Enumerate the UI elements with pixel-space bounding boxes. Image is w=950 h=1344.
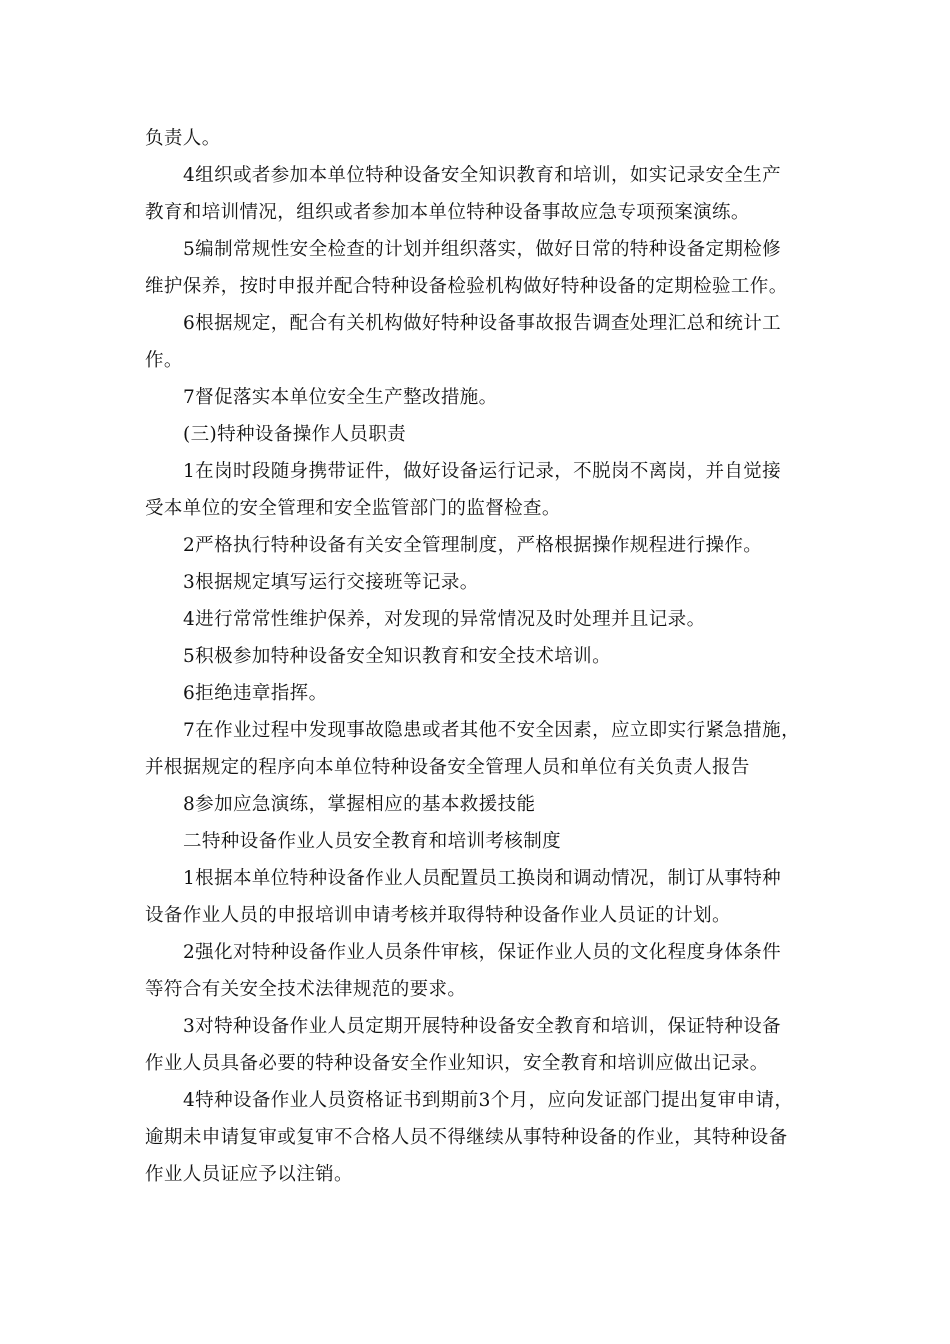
text-line: 等符合有关安全技术法律规范的要求。 — [145, 979, 467, 1000]
text-line: 4特种设备作业人员资格证书到期前3个月，应向发证部门提出复审申请， — [183, 1090, 794, 1111]
text-line: 作业人员证应予以注销。 — [145, 1164, 353, 1185]
text-line: 6根据规定，配合有关机构做好特种设备事故报告调查处理汇总和统计工 — [183, 313, 782, 334]
text-line: 6拒绝违章指挥。 — [183, 683, 328, 704]
text-line: 设备作业人员的申报培训申请考核并取得特种设备作业人员证的计划。 — [145, 905, 731, 926]
text-line: 1在岗时段随身携带证件，做好设备运行记录，不脱岗不离岗，并自觉接 — [183, 461, 782, 482]
text-line: 4进行常常性维护保养，对发现的异常情况及时处理并且记录。 — [183, 609, 706, 630]
text-line: 3对特种设备作业人员定期开展特种设备安全教育和培训，保证特种设备 — [183, 1016, 782, 1037]
text-line: 作。 — [145, 350, 183, 371]
text-line: 逾期未申请复审或复审不合格人员不得继续从事特种设备的作业，其特种设备 — [145, 1127, 788, 1148]
text-line: 维护保养，按时申报并配合特种设备检验机构做好特种设备的定期检验工作。 — [145, 276, 788, 297]
text-line: 5积极参加特种设备安全知识教育和安全技术培训。 — [183, 646, 611, 667]
section-heading: (三)特种设备操作人员职责 — [183, 424, 407, 445]
text-line: 负责人。 — [145, 128, 221, 149]
text-line: 7在作业过程中发现事故隐患或者其他不安全因素，应立即实行紧急措施， — [183, 720, 800, 741]
text-line: 1根据本单位特种设备作业人员配置员工换岗和调动情况，制订从事特种 — [183, 868, 782, 889]
text-line: 8参加应急演练，掌握相应的基本救援技能 — [183, 794, 536, 815]
text-line: 教育和培训情况，组织或者参加本单位特种设备事故应急专项预案演练。 — [145, 202, 750, 223]
text-line: 受本单位的安全管理和安全监管部门的监督检查。 — [145, 498, 561, 519]
text-line: 2强化对特种设备作业人员条件审核，保证作业人员的文化程度身体条件 — [183, 942, 782, 963]
text-line: 5编制常规性安全检查的计划并组织落实，做好日常的特种设备定期检修 — [183, 239, 782, 260]
text-line: 2严格执行特种设备有关安全管理制度，严格根据操作规程进行操作。 — [183, 535, 763, 556]
section-heading: 二特种设备作业人员安全教育和培训考核制度 — [183, 831, 562, 852]
text-line: 3根据规定填写运行交接班等记录。 — [183, 572, 479, 593]
text-line: 作业人员具备必要的特种设备安全作业知识，安全教育和培训应做出记录。 — [145, 1053, 769, 1074]
text-line: 7督促落实本单位安全生产整改措施。 — [183, 387, 498, 408]
text-line: 4组织或者参加本单位特种设备安全知识教育和培训，如实记录安全生产 — [183, 165, 782, 186]
text-line: 并根据规定的程序向本单位特种设备安全管理人员和单位有关负责人报告 — [145, 757, 750, 778]
